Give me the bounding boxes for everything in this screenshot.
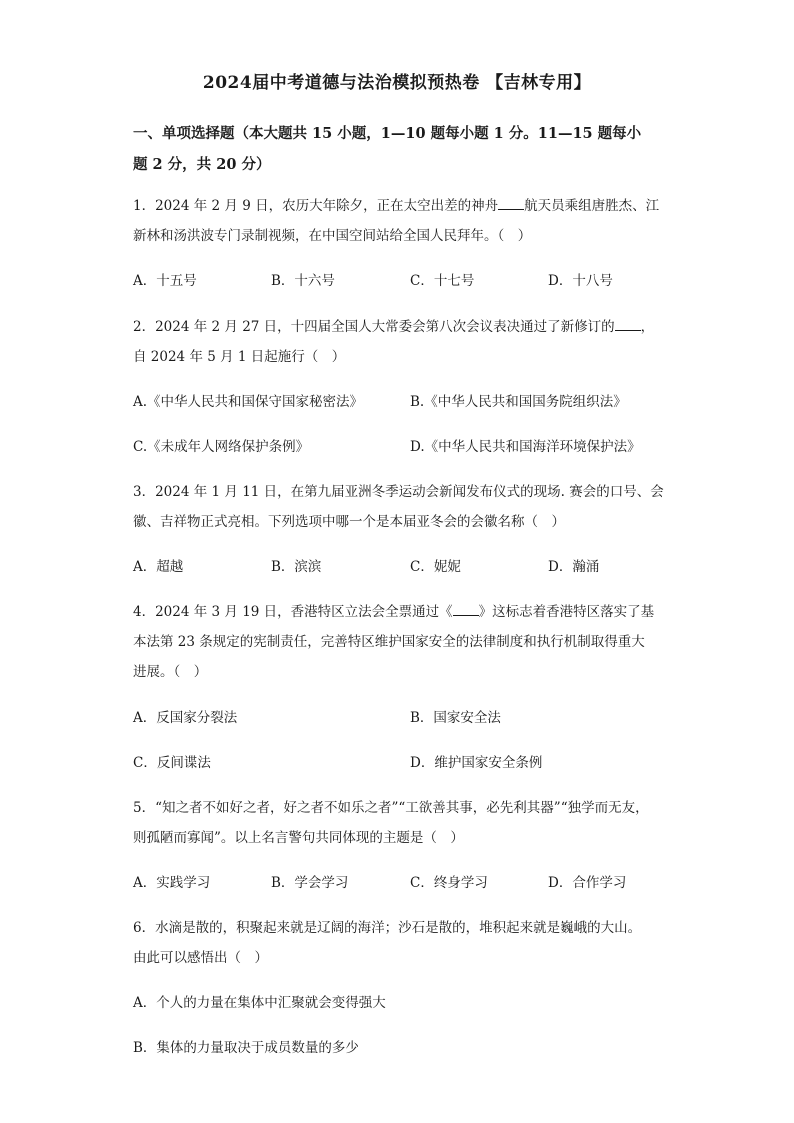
option-b: B．十六号 [271, 273, 335, 289]
option-b: B.《中华人民共和国国务院组织法》 [410, 394, 627, 410]
option-a: A．个人的力量在集体中汇聚就会变得强大 [133, 995, 386, 1011]
question-text: 3．2024 年 1 月 11 日，在第九届亚洲冬季运动会新闻发布仪式的现场. 赛会的口号、会 [133, 484, 664, 500]
section-heading-line: 一、单项选择题（本大题共 15 小题，1—10 题每小题 1 分。11—15 题每小 [133, 125, 642, 142]
options-row [133, 387, 693, 417]
option-d: D.《中华人民共和国海洋环境保护法》 [410, 439, 641, 455]
option-b: B．集体的力量取决于成员数量的多少 [133, 1040, 359, 1056]
option-a: A．十五号 [133, 273, 197, 289]
question-text: 新林和汤洪波专门录制视频，在中国空间站给全国人民拜年。（ ） [133, 228, 532, 244]
option-d: D．瀚涌 [548, 559, 600, 575]
options-row [133, 703, 693, 733]
option-c: C．妮妮 [410, 559, 461, 575]
option-a: A.《中华人民共和国保守国家秘密法》 [133, 394, 364, 410]
option-c: C．十七号 [410, 273, 475, 289]
option-c: C.《未成年人网络保护条例》 [133, 439, 310, 455]
question-text: 由此可以感悟出（ ） [133, 950, 268, 966]
options-row [133, 748, 693, 778]
question-text: 徽、吉祥物正式亮相。下列选项中哪一个是本届亚冬会的会徽名称（ ） [133, 514, 565, 530]
question-text: 》这标志着香港特区落实了基 [478, 604, 655, 620]
option-b: B．国家安全法 [410, 710, 501, 726]
answer-blank [615, 316, 641, 331]
question-6 [133, 913, 673, 973]
question-text: ， [640, 319, 655, 335]
section-heading-line: 题 2 分，共 20 分） [133, 156, 271, 173]
option-d: D．维护国家安全条例 [410, 755, 543, 771]
question-text: 2．2024 年 2 月 27 日，十四届全国人大常委会第八次会议表决通过了新修订的 [133, 319, 615, 335]
option-a: A．超越 [133, 559, 184, 575]
question-text: 航天员乘组唐胜杰、江 [524, 198, 660, 214]
page-title: 2024届中考道德与法治模拟预热卷 【吉林专用】 [202, 73, 592, 93]
question-text: 5．“知之者不如好之者，好之者不如乐之者”“工欲善其事，必先利其器”“独学而无友， [133, 800, 649, 816]
question-text: 自 2024 年 5 月 1 日起施行（ ） [133, 349, 346, 365]
question-text: 本法第 23 条规定的宪制责任，完善特区维护国家安全的法律制度和执行机制取得重大 [133, 634, 645, 650]
option-d: D．十八号 [548, 273, 613, 289]
option-c: C．反间谍法 [133, 755, 211, 771]
question-text: 4．2024 年 3 月 19 日，香港特区立法会全票通过《 [133, 604, 453, 620]
options-row [133, 432, 693, 462]
options-row [133, 266, 693, 296]
option-b: B．滨滨 [271, 559, 322, 575]
question-4 [133, 597, 673, 687]
options-row [133, 868, 693, 898]
option-b: B．学会学习 [271, 875, 349, 891]
options-row [133, 552, 693, 582]
option-c: C．终身学习 [410, 875, 488, 891]
question-3 [133, 477, 673, 537]
question-text: 1．2024 年 2 月 9 日，农历大年除夕，正在太空出差的神舟 [133, 198, 499, 214]
option-d: D．合作学习 [548, 875, 627, 891]
question-5 [133, 793, 673, 853]
question-text: 6．水滴是散的，积聚起来就是辽阔的海洋；沙石是散的，堆积起来就是巍峨的大山。 [133, 920, 642, 936]
options-row [133, 988, 693, 1018]
section-heading [133, 118, 673, 180]
question-text: 进展。（ ） [133, 664, 208, 680]
options-row [133, 1033, 693, 1063]
option-a: A．反国家分裂法 [133, 710, 238, 726]
answer-blank [498, 195, 524, 210]
question-text: 则孤陋而寡闻”。以上名言警句共同体现的主题是（ ） [133, 830, 464, 846]
question-2 [133, 312, 673, 372]
answer-blank [453, 601, 479, 616]
option-a: A．实践学习 [133, 875, 211, 891]
question-1 [133, 191, 673, 251]
